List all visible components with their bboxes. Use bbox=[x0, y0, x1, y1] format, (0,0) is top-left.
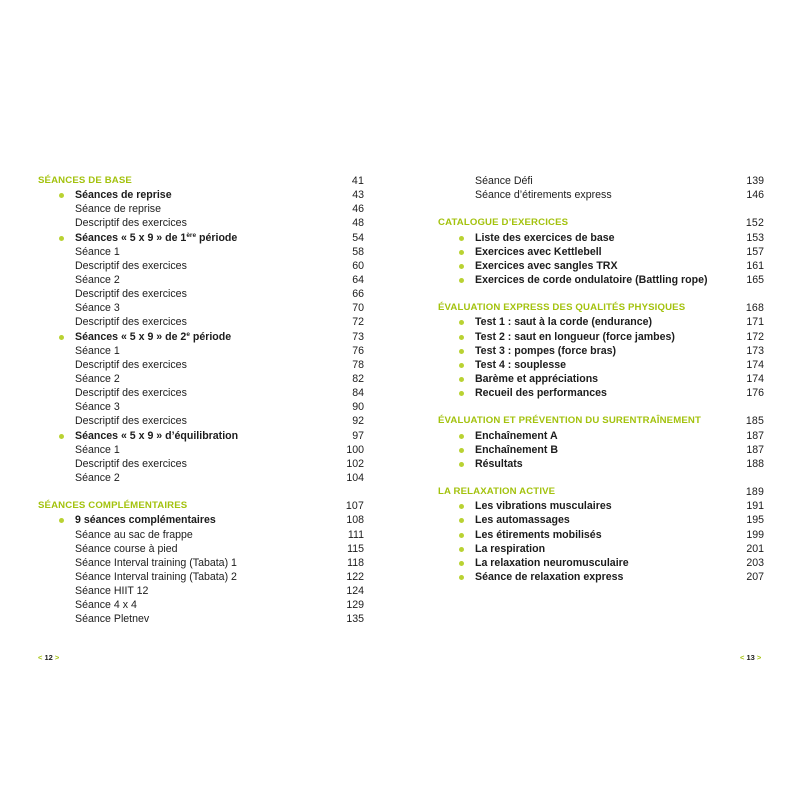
toc-sub-entry bbox=[38, 372, 364, 386]
bullet-dot-icon bbox=[59, 236, 64, 241]
toc-entry-text: Résultats bbox=[475, 457, 523, 470]
toc-entry-text: Séances de reprise bbox=[75, 189, 172, 202]
toc-page-number: 108 bbox=[346, 514, 364, 527]
toc-entry-label bbox=[75, 443, 120, 457]
toc-entry-label bbox=[475, 330, 675, 344]
toc-entry-text: Test 1 : saut à la corde (endurance) bbox=[475, 316, 653, 329]
toc-entry-text: Les automassages bbox=[475, 514, 570, 527]
toc-bullet-entry bbox=[438, 273, 764, 287]
toc-page-number: 174 bbox=[746, 358, 764, 371]
toc-sub-entry bbox=[38, 471, 364, 485]
toc-bullet-entry bbox=[438, 457, 764, 471]
toc-page-number: 100 bbox=[346, 443, 364, 456]
toc-entry-label bbox=[475, 174, 533, 188]
toc-entry-label bbox=[75, 273, 120, 287]
toc-entry-text: SÉANCES DE BASE bbox=[38, 175, 132, 186]
toc-bullet-entry bbox=[438, 499, 764, 513]
bullet-dot-icon bbox=[459, 575, 464, 580]
bullet-dot-icon bbox=[459, 377, 464, 382]
toc-entry-text: Séance 2 bbox=[75, 273, 120, 286]
toc-bullet-entry bbox=[438, 443, 764, 457]
toc-entry-label bbox=[475, 344, 616, 358]
toc-sub-entry bbox=[38, 584, 364, 598]
toc-entry-text: Descriptif des exercices bbox=[75, 316, 187, 329]
toc-page-number: 122 bbox=[346, 570, 364, 583]
toc-page-number: 82 bbox=[352, 372, 364, 385]
toc-entry-label bbox=[438, 414, 701, 428]
toc-entry-label bbox=[75, 612, 149, 626]
toc-section-heading bbox=[438, 485, 764, 499]
toc-entry-text: Descriptif des exercices bbox=[75, 457, 187, 470]
toc-entry-text: Séances « 5 x 9 » de 2 bbox=[75, 330, 187, 343]
toc-entry-label bbox=[475, 457, 523, 471]
toc-page-number: 76 bbox=[352, 344, 364, 357]
toc-entry-label bbox=[75, 457, 187, 471]
toc-sub-entry bbox=[38, 301, 364, 315]
page-number-right bbox=[740, 653, 761, 662]
toc-entry-text: Séance 4 x 4 bbox=[75, 599, 137, 612]
toc-page-number: 58 bbox=[352, 245, 364, 258]
bullet-dot-icon bbox=[459, 547, 464, 552]
toc-entry-label bbox=[75, 513, 216, 527]
toc-page-number: 203 bbox=[746, 556, 764, 569]
bullet-dot-icon bbox=[459, 391, 464, 396]
toc-page-number: 66 bbox=[352, 288, 364, 301]
toc-page-number: 111 bbox=[347, 528, 364, 541]
toc-page-number: 201 bbox=[746, 542, 764, 555]
toc-entry-superscript: e bbox=[186, 330, 190, 338]
bullet-dot-icon bbox=[59, 193, 64, 198]
page-number-left bbox=[38, 653, 59, 662]
toc-section-heading bbox=[438, 414, 764, 428]
bullet-dot-icon bbox=[459, 434, 464, 439]
toc-bullet-entry bbox=[438, 386, 764, 400]
footer-page-number: 13 bbox=[746, 653, 755, 662]
toc-entry-text: Séance Interval training (Tabata) 1 bbox=[75, 556, 237, 569]
bullet-dot-icon bbox=[459, 533, 464, 538]
toc-entry-label bbox=[475, 315, 652, 329]
toc-page-number: 185 bbox=[745, 415, 764, 428]
toc-entry-label bbox=[75, 202, 161, 216]
toc-entry-label bbox=[75, 542, 177, 556]
toc-sub-entry bbox=[38, 386, 364, 400]
toc-entry-label bbox=[75, 400, 120, 414]
toc-bullet-entry bbox=[438, 570, 764, 584]
toc-entry-text: Descriptif des exercices bbox=[75, 259, 187, 272]
toc-page-number: 84 bbox=[352, 387, 364, 400]
toc-page-number: 64 bbox=[352, 273, 364, 286]
toc-entry-text: Séance 1 bbox=[75, 443, 120, 456]
toc-page-number: 153 bbox=[746, 231, 764, 244]
toc-entry-label bbox=[75, 386, 187, 400]
toc-sub-entry bbox=[38, 400, 364, 414]
toc-entry-text: Enchaînement B bbox=[475, 443, 559, 456]
toc-right-column bbox=[438, 174, 764, 584]
toc-bullet-entry bbox=[438, 556, 764, 570]
toc-bullet-entry bbox=[438, 315, 764, 329]
bullet-dot-icon bbox=[459, 561, 464, 566]
toc-entry-text: Exercices avec sangles TRX bbox=[475, 259, 618, 272]
toc-entry-text: Descriptif des exercices bbox=[75, 217, 187, 230]
toc-bullet-entry bbox=[38, 429, 364, 443]
toc-entry-text: Liste des exercices de base bbox=[475, 231, 615, 244]
footer-close-mark: > bbox=[756, 653, 762, 662]
toc-page-number: 102 bbox=[346, 457, 364, 470]
toc-entry-label bbox=[475, 513, 570, 527]
toc-entry-label bbox=[475, 429, 558, 443]
bullet-dot-icon bbox=[459, 518, 464, 523]
toc-bullet-entry bbox=[438, 330, 764, 344]
toc-entry-text: Séance 2 bbox=[75, 471, 120, 484]
toc-page-number: 54 bbox=[352, 231, 364, 244]
toc-entry-label bbox=[475, 386, 607, 400]
toc-entry-label bbox=[475, 570, 623, 584]
toc-entry-label bbox=[475, 372, 598, 386]
toc-section-heading bbox=[438, 301, 764, 315]
toc-entry-text: Séance course à pied bbox=[75, 542, 178, 555]
toc-entry-text: Séance de reprise bbox=[75, 203, 161, 216]
toc-page-number: 48 bbox=[352, 217, 364, 230]
toc-entry-label bbox=[75, 598, 137, 612]
toc-entry-label bbox=[75, 358, 187, 372]
toc-entry-text: Séance 3 bbox=[75, 401, 120, 414]
toc-page-number: 165 bbox=[746, 273, 764, 286]
toc-page-number: 118 bbox=[347, 556, 364, 569]
bullet-dot-icon bbox=[459, 363, 464, 368]
toc-entry-label bbox=[75, 584, 148, 598]
toc-page-number: 139 bbox=[746, 175, 764, 187]
toc-page-number: 187 bbox=[746, 429, 764, 442]
toc-entry-text: Test 2 : saut en longueur (force jambes) bbox=[475, 330, 675, 343]
toc-entry-label bbox=[475, 528, 602, 542]
toc-page-number: 172 bbox=[746, 330, 764, 343]
toc-entry-label bbox=[75, 372, 120, 386]
bullet-dot-icon bbox=[459, 250, 464, 255]
toc-page-number: 60 bbox=[352, 259, 364, 272]
toc-entry-text: Séance d’étirements express bbox=[475, 189, 612, 202]
toc-sub-entry bbox=[38, 570, 364, 584]
toc-page-number: 188 bbox=[746, 457, 764, 470]
toc-entry-label bbox=[75, 245, 120, 259]
toc-entry-text: Descriptif des exercices bbox=[75, 387, 187, 400]
toc-entry-label bbox=[75, 570, 237, 584]
toc-entry-superscript: ère bbox=[186, 231, 197, 239]
toc-entry-text: ÉVALUATION ET PRÉVENTION DU SURENTRAÎNEMENT bbox=[438, 415, 702, 427]
toc-page-number: 191 bbox=[746, 500, 764, 513]
toc-page-number: 157 bbox=[746, 245, 764, 258]
toc-sub-entry bbox=[438, 188, 764, 202]
toc-entry-text: Séance au sac de frappe bbox=[75, 528, 193, 541]
bullet-dot-icon bbox=[459, 264, 464, 269]
toc-page-number: 176 bbox=[746, 387, 764, 400]
toc-bullet-entry bbox=[38, 188, 364, 202]
toc-sub-entry bbox=[38, 245, 364, 259]
bullet-dot-icon bbox=[459, 349, 464, 354]
toc-sub-entry bbox=[38, 414, 364, 428]
toc-page-number: 78 bbox=[352, 358, 364, 371]
toc-section-heading bbox=[38, 174, 364, 188]
toc-sub-entry bbox=[38, 202, 364, 216]
toc-page-number: 46 bbox=[352, 203, 364, 216]
toc-page-number: 174 bbox=[746, 372, 764, 385]
toc-bullet-entry bbox=[38, 330, 364, 344]
bullet-dot-icon bbox=[459, 236, 464, 241]
bullet-dot-icon bbox=[459, 504, 464, 509]
toc-entry-label bbox=[475, 443, 558, 457]
toc-entry-text: Descriptif des exercices bbox=[75, 358, 187, 371]
toc-bullet-entry bbox=[438, 245, 764, 259]
toc-page-number: 70 bbox=[352, 302, 364, 315]
toc-page-number: 207 bbox=[746, 570, 764, 583]
toc-entry-label bbox=[438, 301, 685, 315]
toc-entry-label bbox=[75, 216, 187, 230]
toc-entry-text: Exercices avec Kettlebell bbox=[475, 245, 602, 258]
toc-sub-entry bbox=[38, 273, 364, 287]
toc-bullet-entry bbox=[38, 231, 364, 245]
toc-sub-entry bbox=[38, 443, 364, 457]
toc-page-number: 189 bbox=[745, 486, 764, 499]
toc-bullet-entry bbox=[438, 513, 764, 527]
toc-section-heading bbox=[38, 499, 364, 513]
toc-entry-text-suffix: période bbox=[196, 231, 238, 244]
toc-entry-text: 9 séances complémentaires bbox=[75, 514, 216, 527]
footer-page-number: 12 bbox=[44, 653, 53, 662]
toc-page-number: 152 bbox=[745, 217, 764, 230]
toc-bullet-entry bbox=[438, 528, 764, 542]
toc-page-number: 146 bbox=[746, 189, 764, 202]
toc-page-number: 43 bbox=[352, 189, 364, 202]
toc-sub-entry bbox=[38, 528, 364, 542]
toc-entry-text: ÉVALUATION EXPRESS DES QUALITÉS PHYSIQUES bbox=[438, 302, 686, 314]
toc-entry-text: La relaxation neuromusculaire bbox=[475, 556, 629, 569]
toc-entry-text: Test 4 : souplesse bbox=[475, 358, 567, 371]
toc-bullet-entry bbox=[438, 372, 764, 386]
toc-bullet-entry bbox=[438, 429, 764, 443]
toc-entry-text: LA RELAXATION ACTIVE bbox=[438, 486, 556, 498]
toc-entry-label bbox=[475, 542, 545, 556]
bullet-dot-icon bbox=[59, 518, 64, 523]
toc-entry-text: Descriptif des exercices bbox=[75, 288, 187, 301]
bullet-dot-icon bbox=[59, 434, 64, 439]
toc-bullet-entry bbox=[438, 259, 764, 273]
toc-entry-text: Séance Interval training (Tabata) 2 bbox=[75, 570, 237, 583]
footer-close-mark: > bbox=[54, 653, 60, 662]
toc-entry-label bbox=[75, 344, 120, 358]
bullet-dot-icon bbox=[459, 278, 464, 283]
toc-entry-text: Test 3 : pompes (force bras) bbox=[475, 344, 617, 357]
toc-sub-entry bbox=[38, 556, 364, 570]
toc-entry-label bbox=[475, 188, 612, 202]
toc-entry-text: SÉANCES COMPLÉMENTAIRES bbox=[38, 500, 188, 512]
toc-page-number: 199 bbox=[746, 528, 764, 541]
toc-entry-label bbox=[38, 174, 132, 188]
toc-sub-entry bbox=[38, 542, 364, 556]
toc-entry-text: CATALOGUE D’EXERCICES bbox=[438, 217, 569, 229]
toc-entry-label bbox=[75, 414, 187, 428]
toc-bullet-entry bbox=[438, 358, 764, 372]
toc-entry-label bbox=[75, 315, 187, 329]
toc-bullet-entry bbox=[38, 513, 364, 527]
bullet-dot-icon bbox=[459, 320, 464, 325]
toc-sub-entry bbox=[38, 315, 364, 329]
toc-page-number: 195 bbox=[746, 514, 764, 527]
toc-section-heading bbox=[438, 216, 764, 230]
bullet-dot-icon bbox=[459, 335, 464, 340]
toc-entry-text: Séance Pletnev bbox=[75, 613, 150, 626]
toc-page-number: 97 bbox=[352, 429, 364, 442]
toc-entry-label bbox=[475, 245, 602, 259]
toc-page-number: 41 bbox=[351, 175, 364, 187]
toc-entry-label bbox=[475, 556, 629, 570]
toc-entry-text: Séance Défi bbox=[475, 175, 533, 187]
toc-entry-text: Séances « 5 x 9 » de 1 bbox=[75, 231, 187, 244]
toc-entry-label bbox=[75, 287, 187, 301]
toc-entry-label bbox=[75, 429, 238, 443]
toc-entry-label bbox=[75, 330, 231, 344]
toc-entry-label bbox=[438, 485, 555, 499]
toc-left-column bbox=[38, 174, 364, 627]
toc-bullet-entry bbox=[438, 231, 764, 245]
toc-entry-label bbox=[75, 259, 187, 273]
toc-entry-text: Séances « 5 x 9 » d’équilibration bbox=[75, 429, 239, 442]
toc-page-number: 92 bbox=[352, 415, 364, 428]
toc-page-number: 104 bbox=[346, 471, 364, 484]
toc-entry-label bbox=[438, 216, 568, 230]
toc-entry-label bbox=[75, 301, 120, 315]
toc-sub-entry bbox=[38, 457, 364, 471]
toc-page-number: 161 bbox=[746, 259, 764, 272]
toc-entry-label bbox=[475, 231, 615, 245]
toc-entry-text: Exercices de corde ondulatoire (Battling rope) bbox=[475, 273, 708, 286]
toc-entry-label bbox=[75, 556, 237, 570]
bullet-dot-icon bbox=[459, 462, 464, 467]
toc-page-number: 115 bbox=[347, 542, 364, 555]
bullet-dot-icon bbox=[459, 448, 464, 453]
toc-page-number: 187 bbox=[746, 443, 764, 456]
toc-page-number: 168 bbox=[745, 302, 764, 315]
toc-entry-text: Séance 3 bbox=[75, 302, 120, 315]
toc-sub-entry bbox=[38, 344, 364, 358]
toc-page-number: 73 bbox=[352, 330, 364, 343]
toc-entry-text: Séance 2 bbox=[75, 372, 120, 385]
toc-entry-text: Barème et appréciations bbox=[475, 372, 599, 385]
toc-sub-entry bbox=[38, 612, 364, 626]
toc-entry-label bbox=[38, 499, 187, 513]
toc-sub-entry bbox=[438, 174, 764, 188]
toc-page-number: 173 bbox=[746, 344, 764, 357]
toc-page-number: 135 bbox=[346, 613, 364, 626]
toc-sub-entry bbox=[38, 216, 364, 230]
toc-entry-label bbox=[75, 231, 237, 245]
toc-entry-text: Descriptif des exercices bbox=[75, 415, 187, 428]
toc-page-number: 107 bbox=[345, 500, 364, 513]
toc-entry-text: Séance 1 bbox=[75, 245, 120, 258]
toc-entry-text: Les vibrations musculaires bbox=[475, 500, 612, 513]
toc-bullet-entry bbox=[438, 542, 764, 556]
toc-page-number: 90 bbox=[352, 401, 364, 414]
footer-open-mark: < bbox=[740, 653, 745, 662]
toc-page-number: 124 bbox=[346, 585, 364, 598]
toc-entry-label bbox=[75, 471, 120, 485]
toc-entry-text: Séance de relaxation express bbox=[475, 570, 624, 583]
toc-entry-text: Enchaînement A bbox=[475, 429, 558, 442]
toc-sub-entry bbox=[38, 287, 364, 301]
bullet-dot-icon bbox=[59, 335, 64, 340]
toc-sub-entry bbox=[38, 259, 364, 273]
toc-entry-label bbox=[75, 528, 193, 542]
toc-entry-text: Les étirements mobilisés bbox=[475, 528, 602, 541]
toc-entry-label bbox=[475, 273, 708, 287]
toc-bullet-entry bbox=[438, 344, 764, 358]
toc-entry-text-suffix: période bbox=[189, 330, 232, 343]
toc-entry-text: Recueil des performances bbox=[475, 387, 607, 400]
footer-open-mark: < bbox=[38, 653, 43, 662]
toc-entry-label bbox=[475, 499, 612, 513]
toc-page-number: 72 bbox=[352, 316, 364, 329]
toc-entry-label bbox=[475, 259, 618, 273]
toc-entry-text: La respiration bbox=[475, 542, 546, 555]
toc-entry-label bbox=[475, 358, 566, 372]
toc-sub-entry bbox=[38, 598, 364, 612]
toc-page-number: 129 bbox=[346, 599, 364, 612]
toc-entry-label bbox=[75, 188, 172, 202]
toc-sub-entry bbox=[38, 358, 364, 372]
toc-entry-text: Séance 1 bbox=[75, 344, 120, 357]
toc-entry-text: Séance HIIT 12 bbox=[75, 585, 149, 598]
toc-page-number: 171 bbox=[746, 316, 764, 329]
